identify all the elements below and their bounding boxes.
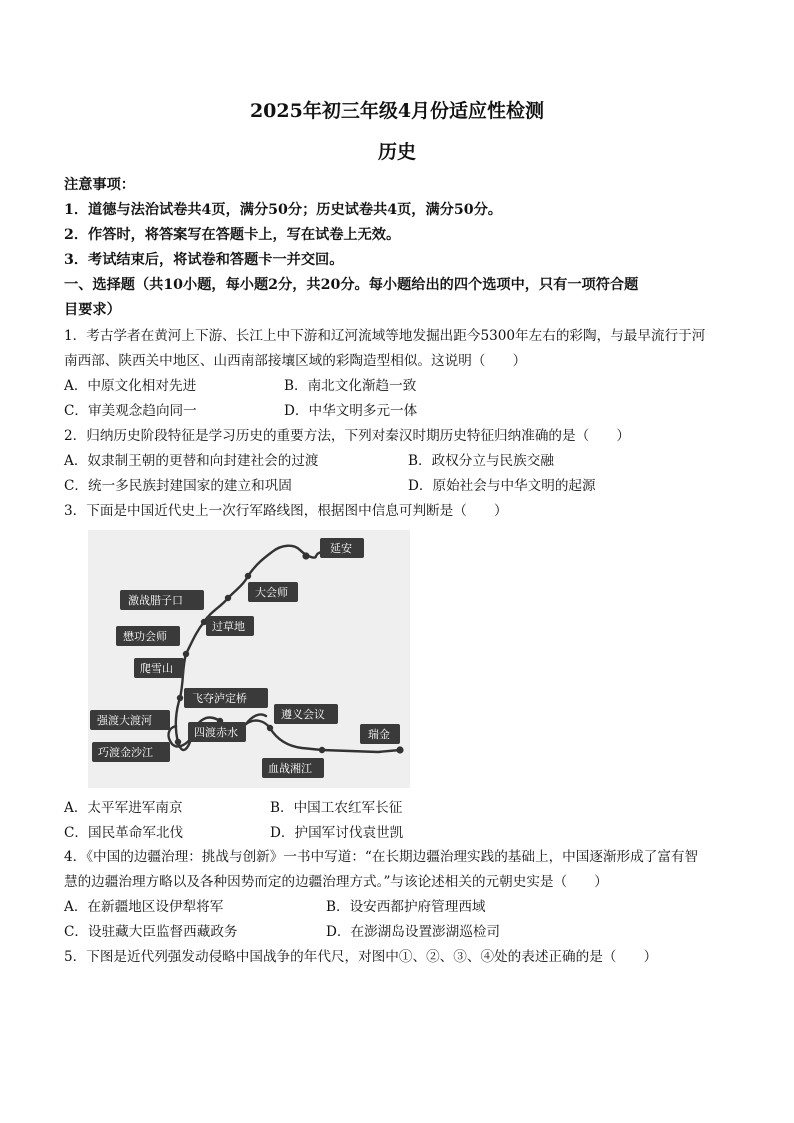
- map-label-daduhe: [90, 710, 170, 730]
- q1-option-b[interactable]: B．南北文化渐趋一致: [284, 378, 417, 394]
- svg-text:四渡赤水: 四渡赤水: [194, 726, 238, 739]
- q3-option-a[interactable]: A．太平军进军南京: [64, 800, 183, 816]
- long-march-route-map: [88, 530, 410, 788]
- svg-text:飞夺泸定桥: 飞夺泸定桥: [192, 692, 247, 705]
- q2-option-b[interactable]: B．政权分立与民族交融: [408, 453, 554, 469]
- route-point: [302, 552, 309, 559]
- route-point: [396, 746, 403, 753]
- map-label-luding: [184, 688, 268, 708]
- q2-option-d[interactable]: D．原始社会与中华文明的起源: [408, 478, 596, 494]
- svg-text:强渡大渡河: 强渡大渡河: [97, 714, 152, 727]
- route-point: [175, 739, 181, 745]
- map-label-ruijin: [360, 724, 400, 744]
- q1-option-c[interactable]: C．审美观念趋向同一: [64, 403, 197, 419]
- route-point: [319, 747, 325, 753]
- q2-option-a[interactable]: A．奴隶制王朝的更替和向封建社会的过渡: [64, 453, 319, 469]
- svg-text:过草地: 过草地: [212, 620, 245, 633]
- section-heading-cont: 目要求）: [64, 302, 121, 318]
- map-label-xueshan: [134, 658, 184, 678]
- q3-option-b[interactable]: B．中国工农红军长征: [270, 800, 403, 816]
- map-label-maogong: [116, 626, 180, 646]
- notes-item: 1．道德与法治试卷共4页，满分50分；历史试卷共4页，满分50分。: [64, 202, 502, 218]
- q4-option-b[interactable]: B．设安西都护府管理西域: [326, 899, 486, 915]
- q1-option-d[interactable]: D．中华文明多元一体: [284, 403, 418, 419]
- map-label-lazikou: [120, 590, 204, 610]
- question-5-stem: 5．下图是近代列强发动侵略中国战争的年代尺，对图中①、②、③、④处的表述正确的是（ ）: [64, 949, 658, 965]
- svg-text:爬雪山: 爬雪山: [140, 662, 173, 675]
- exam-title: 2025年初三年级4月份适应性检测: [249, 100, 545, 122]
- question-2-stem: 2．归纳历史阶段特征是学习历史的重要方法，下列对秦汉时期历史特征归纳准确的是（ ）: [64, 428, 630, 444]
- notes-item: 3．考试结束后，将试卷和答题卡一并交回。: [64, 252, 344, 268]
- svg-text:瑞金: 瑞金: [368, 728, 390, 741]
- map-label-dahuishi: [248, 582, 298, 602]
- svg-text:延安: 延安: [330, 542, 352, 555]
- map-label-jinshajiang: [92, 742, 170, 762]
- route-point: [183, 651, 189, 657]
- map-label-caodi: [206, 616, 254, 636]
- route-point: [267, 725, 273, 731]
- q4-option-a[interactable]: A．在新疆地区设伊犁将军: [64, 899, 224, 915]
- q3-option-d[interactable]: D．护国军讨伐袁世凯: [270, 825, 404, 841]
- map-label-chishui: [188, 722, 246, 742]
- svg-text:遵义会议: 遵义会议: [281, 708, 325, 721]
- question-1-stem-cont: 南西部、陕西关中地区、山西南部接壤区域的彩陶造型相似。这说明（ ）: [64, 353, 527, 369]
- q4-option-d[interactable]: D．在澎湖岛设置澎湖巡检司: [326, 924, 501, 940]
- question-3-stem: 3．下面是中国近代史上一次行军路线图，根据图中信息可判断是（ ）: [64, 503, 508, 519]
- svg-text:激战腊子口: 激战腊子口: [128, 594, 183, 607]
- svg-text:巧渡金沙江: 巧渡金沙江: [98, 746, 153, 759]
- route-point: [225, 595, 231, 601]
- q3-option-c[interactable]: C．国民革命军北伐: [64, 825, 184, 841]
- question-1-stem: 1．考古学者在黄河上下游、长江上中下游和辽河流域等地发掘出距今5300年左右的彩陶，与最早流行于河: [64, 328, 706, 344]
- notes-heading: 注意事项：: [64, 177, 135, 193]
- q1-option-a[interactable]: A．中原文化相对先进: [64, 378, 197, 394]
- map-label-yanan: [320, 538, 364, 558]
- section-heading: 一、选择题（共10小题，每小题2分，共20分。每小题给出的四个选项中，只有一项符合题: [64, 277, 639, 293]
- notes-item: 2．作答时，将答案写在答题卡上，写在试卷上无效。: [64, 227, 401, 243]
- q2-option-c[interactable]: C．统一多民族封建国家的建立和巩固: [64, 478, 292, 494]
- q4-option-c[interactable]: C．设驻藏大臣监督西藏政务: [64, 924, 238, 940]
- svg-text:大会师: 大会师: [255, 586, 288, 599]
- svg-text:懋功会师: 懋功会师: [123, 630, 167, 643]
- question-4-stem-cont: 慧的边疆治理方略以及各种因势而定的边疆治理方式。”与该论述相关的元朝史实是（ ）: [64, 874, 608, 890]
- svg-text:血战湘江: 血战湘江: [268, 762, 312, 775]
- map-label-xiangjiang: [262, 758, 324, 778]
- route-point: [245, 573, 251, 579]
- map-label-zunyi: [274, 704, 338, 724]
- route-point: [177, 695, 183, 701]
- subject-title: 历史: [377, 141, 416, 163]
- question-4-stem: 4．《中国的边疆治理：挑战与创新》一书中写道：“在长期边疆治理实践的基础上，中国逐渐形成了富有智: [64, 849, 699, 865]
